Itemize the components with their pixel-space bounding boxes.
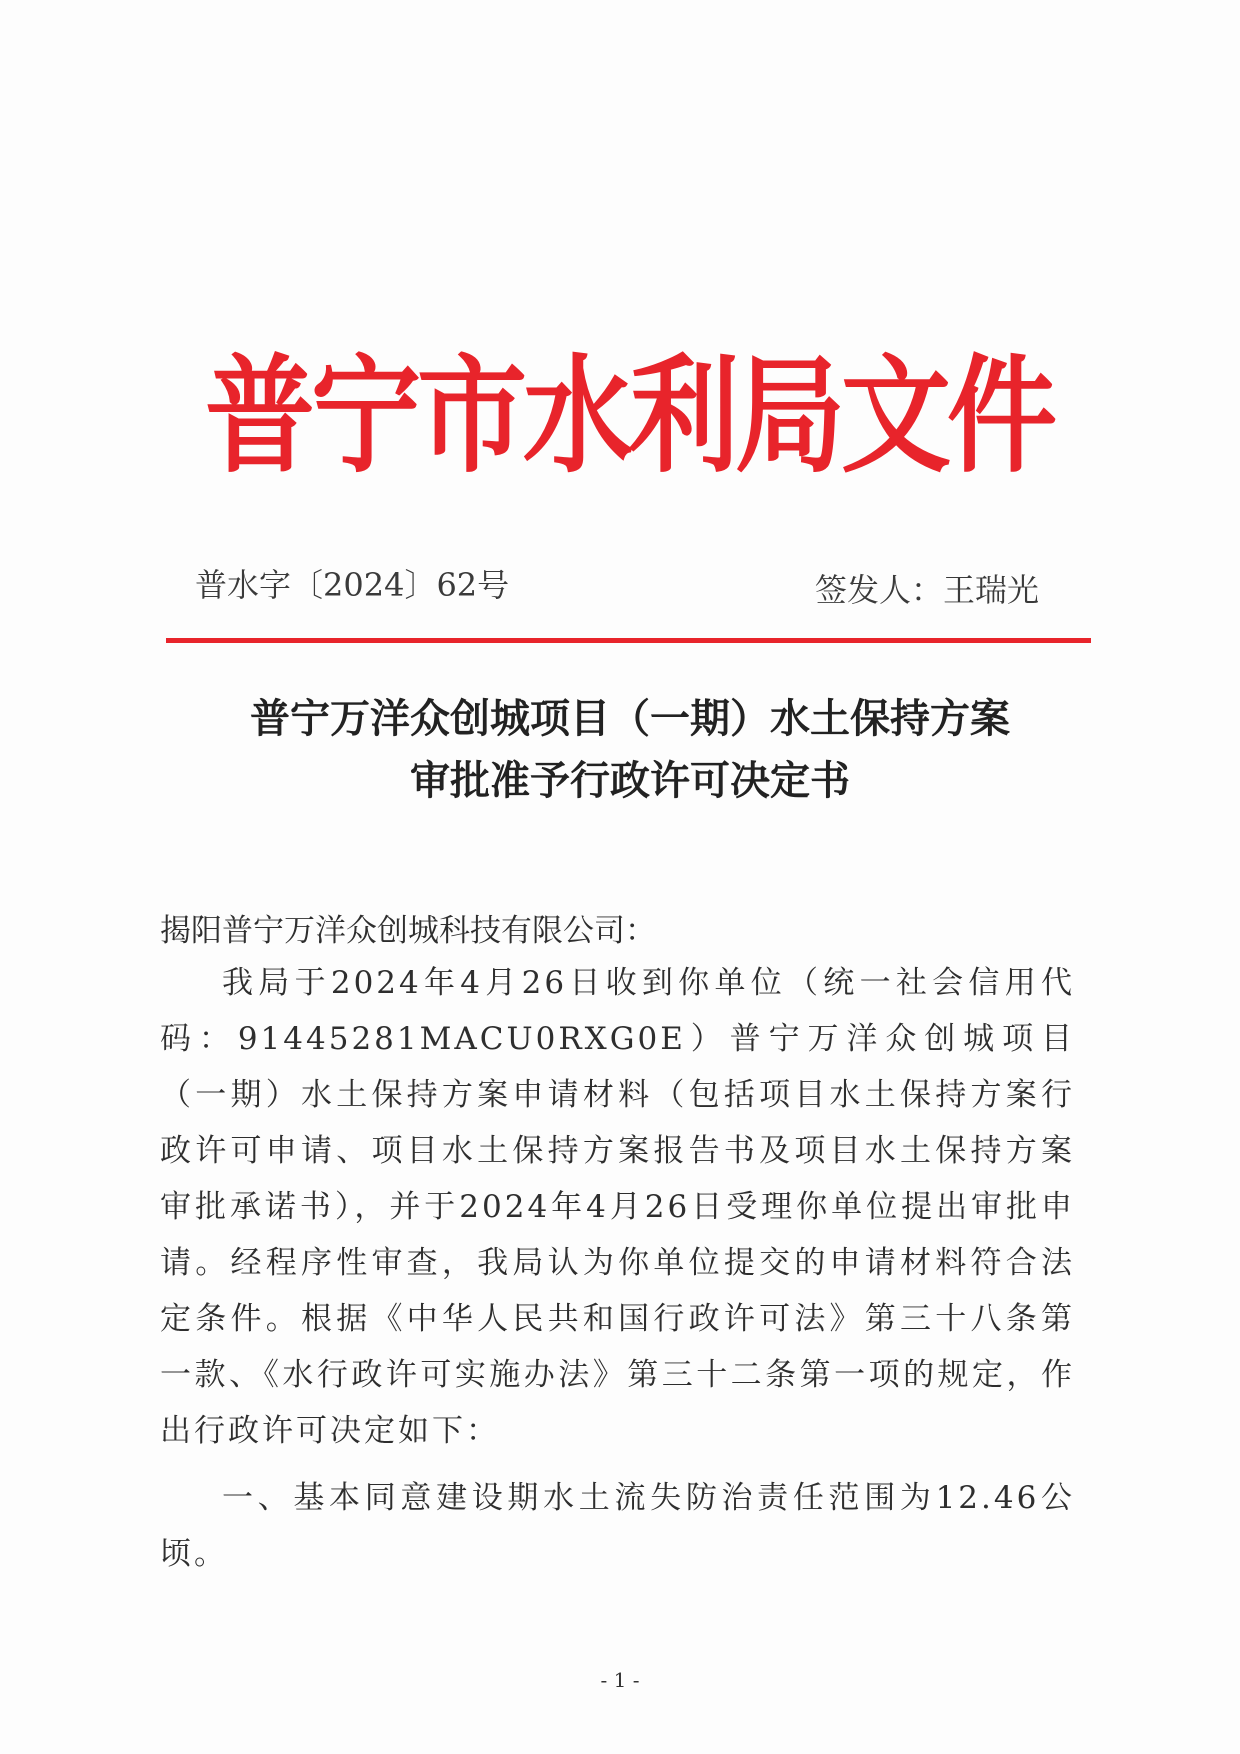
document-title-line-2: 审批准予行政许可决定书 <box>410 757 850 804</box>
page-number: - 1 - <box>600 1668 640 1692</box>
document-title <box>170 688 1090 812</box>
body-paragraph: 我局于2024年4月26日收到你单位（统一社会信用代码：91445281MACU0RXG0E）普宁万洋众创城项目（一期）水土保持方案申请材料（包括项目水土保持方案行政许可申请、项目水土保持方案报告书及项目水土保持方案审批承诺书），并于2024年4月26日受理你单位提出审批申请。经程序性审查，我局认为你单位提交的申请材料符合法定条件。根据《中华人民共和国行政许可法》第三十八条第一款、《水行政许可实施办法》第三十二条第一项的规定，作出行政许可决定如下： <box>160 965 1075 1449</box>
document-number: 普水字〔2024〕62号 <box>195 566 510 604</box>
decision-item-1: 一、基本同意建设期水土流失防治责任范围为12.46公顷。 <box>160 1480 1075 1572</box>
agency-header-title: 普宁市水利局文件 <box>205 341 1053 490</box>
document-title-line-1: 普宁万洋众创城项目（一期）水土保持方案 <box>250 695 1010 742</box>
signer: 签发人：王瑞光 <box>815 571 1040 609</box>
red-divider <box>166 638 1091 643</box>
addressee: 揭阳普宁万洋众创城科技有限公司： <box>160 913 656 949</box>
